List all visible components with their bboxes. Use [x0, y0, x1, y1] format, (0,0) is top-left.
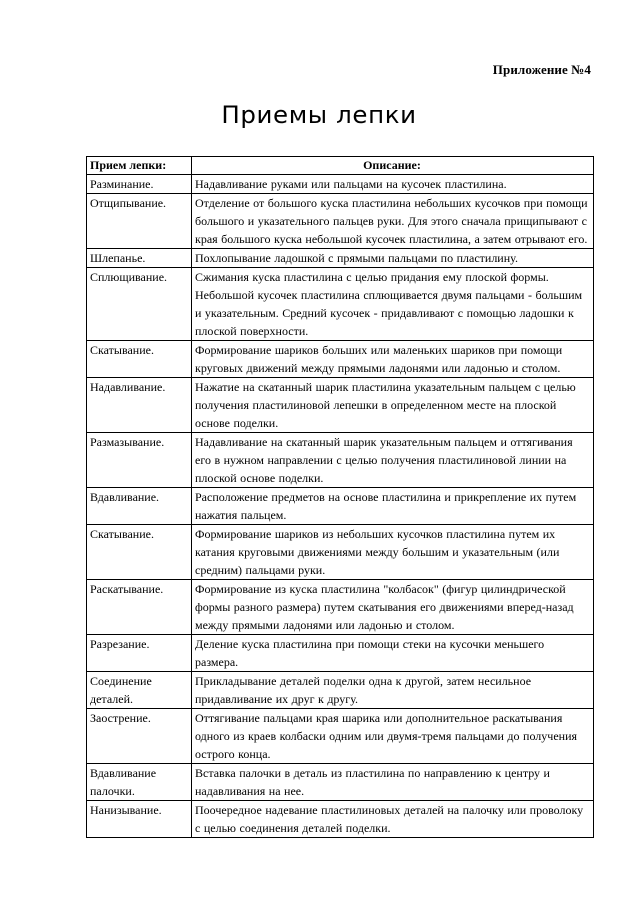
table-header-row — [87, 157, 594, 175]
table-row — [87, 709, 594, 764]
technique-description: Надавливание на скатанный шарик указательным пальцем и оттягивания его в нужном направлении с целью получения пластилиновой линии на плоской основе поделки. — [192, 433, 594, 488]
technique-description: Поочередное надевание пластилиновых деталей на палочку или проволоку с целью соединения деталей поделки. — [192, 801, 594, 838]
table-row — [87, 580, 594, 635]
technique-name: Нанизывание. — [87, 801, 192, 838]
table-row — [87, 672, 594, 709]
table-row — [87, 175, 594, 194]
technique-name: Разрезание. — [87, 635, 192, 672]
technique-name: Скатывание. — [87, 341, 192, 378]
table-row — [87, 249, 594, 268]
table-row — [87, 378, 594, 433]
technique-name: Надавливание. — [87, 378, 192, 433]
techniques-table — [86, 156, 594, 838]
table-row — [87, 764, 594, 801]
table-row — [87, 488, 594, 525]
technique-description: Формирование шариков больших или маленьких шариков при помощи круговых движений между прямыми ладонями или ладонью и столом. — [192, 341, 594, 378]
table-row — [87, 433, 594, 488]
technique-name: Сплющивание. — [87, 268, 192, 341]
table-row — [87, 525, 594, 580]
technique-description: Деление куска пластилина при помощи стеки на кусочки меньшего размера. — [192, 635, 594, 672]
table-row — [87, 194, 594, 249]
technique-description: Вставка палочки в деталь из пластилина по направлению к центру и надавливания на нее. — [192, 764, 594, 801]
technique-name: Вдавливание. — [87, 488, 192, 525]
technique-name: Заострение. — [87, 709, 192, 764]
technique-description: Формирование из куска пластилина "колбасок" (фигур цилиндрической формы разного размера) путем скатывания его движениями вперед-назад между прямыми ладонями или ладонью и столом. — [192, 580, 594, 635]
technique-name: Шлепанье. — [87, 249, 192, 268]
technique-description: Отделение от большого куска пластилина небольших кусочков при помощи большого и указательного пальцев руки. Для этого сначала прищипывают с края большого куска небольшой кусочек пластилина, а затем отрывают его. — [192, 194, 594, 249]
technique-name: Скатывание. — [87, 525, 192, 580]
technique-description: Прикладывание деталей поделки одна к другой, затем несильное придавливание их друг к другу. — [192, 672, 594, 709]
appendix-label: Приложение №4 — [492, 62, 591, 77]
technique-name: Размазывание. — [87, 433, 192, 488]
technique-name: Разминание. — [87, 175, 192, 194]
technique-description: Нажатие на скатанный шарик пластилина указательным пальцем с целью получения пластилиновой лепешки в определенном месте на плоской основе поделки. — [192, 378, 594, 433]
column-header-technique: Прием лепки: — [87, 157, 192, 175]
technique-description: Расположение предметов на основе пластилина и прикрепление их путем нажатия пальцем. — [192, 488, 594, 525]
table-row — [87, 268, 594, 341]
technique-description: Формирование шариков из небольших кусочков пластилина путем их катания круговыми движениями между большим и указательным (или средним) пальцами руки. — [192, 525, 594, 580]
column-header-description: Описание: — [192, 157, 594, 175]
technique-description: Сжимания куска пластилина с целью придания ему плоской формы. Небольшой кусочек пластилина сплющивается двумя пальцами - большим и указательным. Средний кусочек - придавливают с помощью ладошки к плоской поверхности. — [192, 268, 594, 341]
table-row — [87, 635, 594, 672]
technique-name: Раскатывание. — [87, 580, 192, 635]
page-title: Приемы лепки — [221, 101, 417, 129]
technique-description: Надавливание руками или пальцами на кусочек пластилина. — [192, 175, 594, 194]
technique-name: Вдавливание палочки. — [87, 764, 192, 801]
technique-description: Похлопывание ладошкой с прямыми пальцами по пластилину. — [192, 249, 594, 268]
table-row — [87, 341, 594, 378]
technique-description: Оттягивание пальцами края шарика или дополнительное раскатывания одного из краев колбаски одним или двумя-тремя пальцами до получения острого конца. — [192, 709, 594, 764]
technique-name: Отщипывание. — [87, 194, 192, 249]
table-row — [87, 801, 594, 838]
technique-name: Соединение деталей. — [87, 672, 192, 709]
